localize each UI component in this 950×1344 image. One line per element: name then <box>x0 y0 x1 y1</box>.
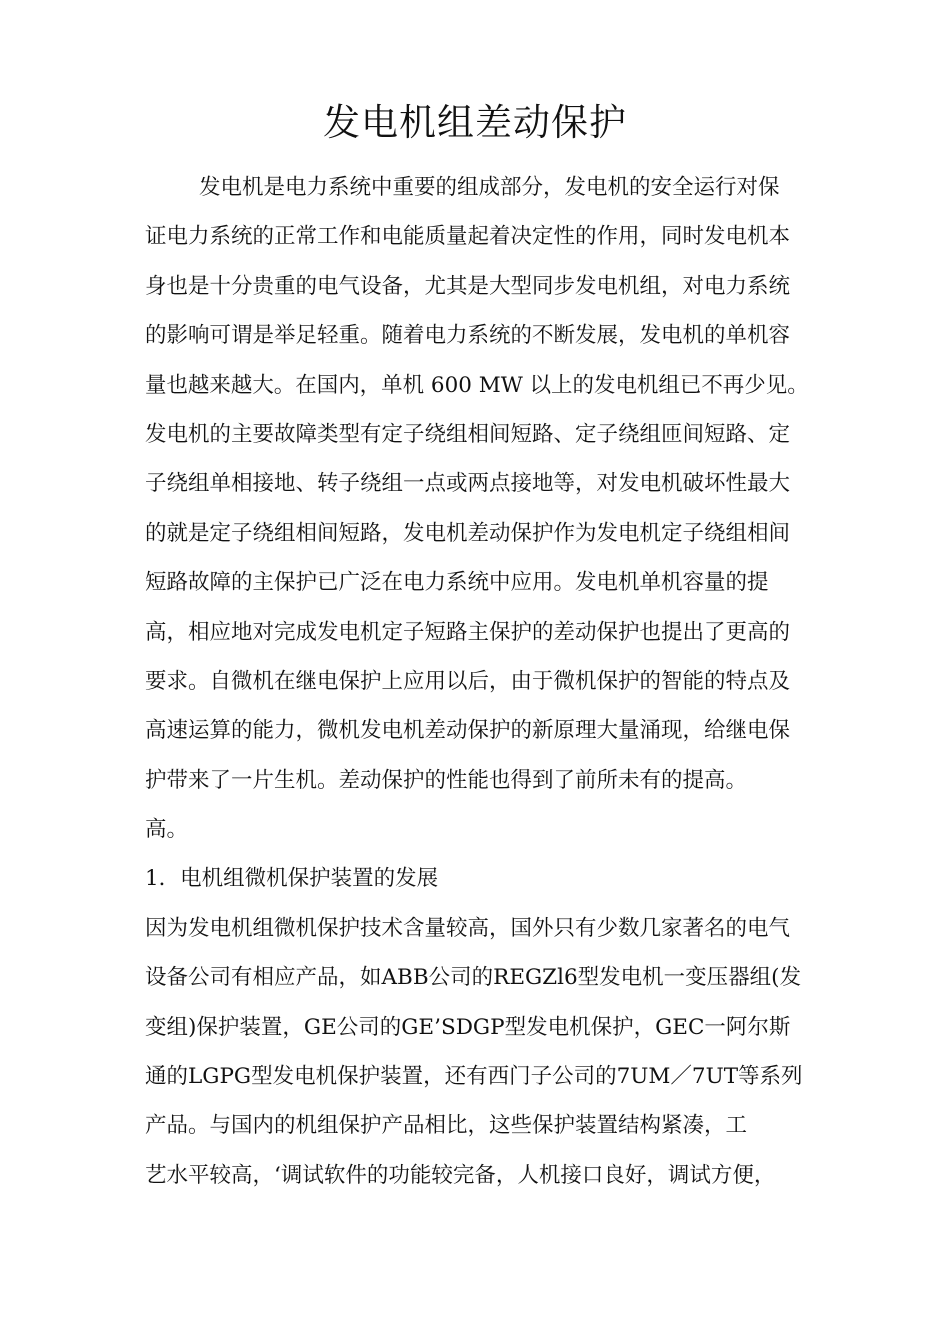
paragraph-line: 通的LGPG型发电机保护装置，还有西门子公司的7UM／7UT等系列 <box>145 1064 803 1090</box>
paragraph-line: 高速运算的能力，微机发电机差动保护的新原理大量涌现，给继电保 <box>145 718 791 744</box>
paragraph-line: 证电力系统的正常工作和电能质量起着决定性的作用，同时发电机本 <box>145 224 791 250</box>
paragraph-line: 短路故障的主保护已广泛在电力系统中应用。发电机单机容量的提 <box>145 570 769 596</box>
paragraph-line: 设备公司有相应产品，如ABB公司的REGZl6型发电机一变压器组(发 <box>145 965 802 991</box>
paragraph-line: 护带来了一片生机。差动保护的性能也得到了前所未有的提高。 <box>145 767 748 793</box>
paragraph-line: 发电机的主要故障类型有定子绕组相间短路、定子绕组匝间短路、定 <box>145 421 791 447</box>
paragraph-line: 要求。自微机在继电保护上应用以后，由于微机保护的智能的特点及 <box>145 668 791 694</box>
document-title: 发电机组差动保护 <box>323 101 627 144</box>
paragraph-line: 变组)保护装置，GE公司的GE’SDGP型发电机保护，GEC一阿尔斯 <box>145 1014 791 1040</box>
paragraph-line: 高。 <box>145 817 189 843</box>
section-heading: 1．电机组微机保护装置的发展 <box>145 866 439 892</box>
paragraph-line: 子绕组单相接地、转子绕组一点或两点接地等，对发电机破坏性最大 <box>145 471 791 497</box>
paragraph-line: 产品。与国内的机组保护产品相比，这些保护装置结构紧凑，工 <box>145 1113 748 1139</box>
paragraph-line: 发电机是电力系统中重要的组成部分，发电机的安全运行对保 <box>199 175 780 200</box>
paragraph-line: 高，相应地对完成发电机定子短路主保护的差动保护也提出了更高的 <box>145 619 791 645</box>
paragraph-line: 艺水平较高，‘调试软件的功能较完备，人机接口良好，调试方便， <box>145 1162 776 1188</box>
paragraph-line: 因为发电机组微机保护技术含量较高，国外只有少数几家著名的电气 <box>145 915 791 941</box>
paragraph-line: 的就是定子绕组相间短路，发电机差动保护作为发电机定子绕组相间 <box>145 520 791 546</box>
paragraph-line: 身也是十分贵重的电气设备，尤其是大型同步发电机组，对电力系统 <box>145 273 791 299</box>
paragraph-line: 的影响可谓是举足轻重。随着电力系统的不断发展，发电机的单机容 <box>145 323 791 349</box>
paragraph-line: 量也越来越大。在国内，单机 600 MW 以上的发电机组已不再少见。 <box>145 372 809 398</box>
document-body <box>145 163 809 1200</box>
